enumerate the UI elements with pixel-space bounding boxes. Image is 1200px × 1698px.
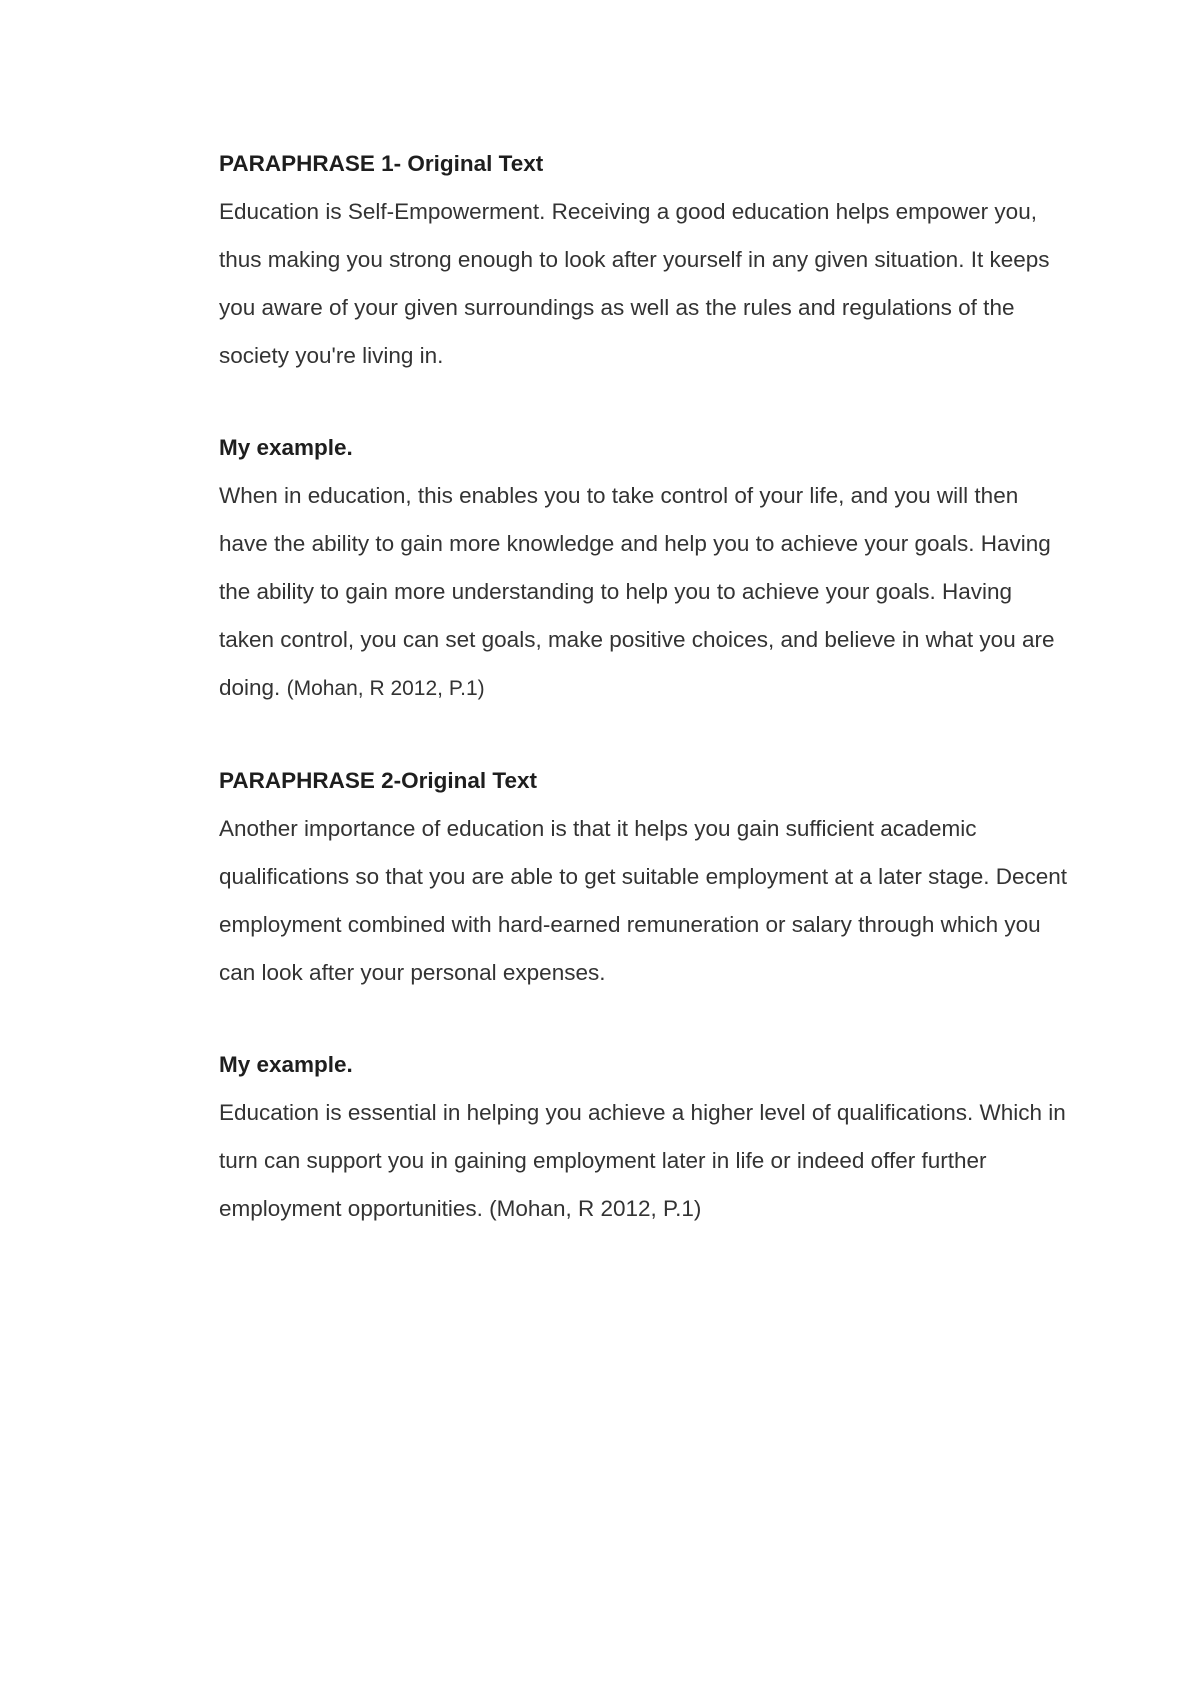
section1-example-paragraph [219, 472, 1069, 713]
section1-citation: (Mohan, R 2012, P.1) [286, 677, 485, 700]
section2-example-text: Education is essential in helping you achieve a higher level of qualifications. Which in turn can support you in gaining employment later in life or indeed offer further employment opportunities. [219, 1100, 1066, 1221]
section2-citation: (Mohan, R 2012, P.1) [489, 1196, 702, 1221]
section2-example-heading: My example. [219, 1052, 353, 1077]
section2-heading: PARAPHRASE 2-Original Text [219, 768, 537, 793]
paragraph-spacer [219, 997, 1069, 1041]
section1-example-heading: My example. [219, 435, 353, 460]
section1-heading: PARAPHRASE 1- Original Text [219, 151, 544, 176]
section2-example-paragraph [219, 1089, 1069, 1233]
section2-original-text: Another importance of education is that it helps you gain sufficient academic qualifications so that you are able to get suitable employment at a later stage. Decent employment combined with hard-earned remuneration or salary through which you can look after your personal expenses. [219, 816, 1068, 985]
section1-original-text: Education is Self-Empowerment. Receiving a good education helps empower you, thus making you strong enough to look after yourself in any given situation. It keeps you aware of your given surroundings as well as the rules and regulations of the society you're living in. [219, 199, 1050, 368]
paragraph-spacer [219, 713, 1069, 757]
paragraph-spacer [219, 380, 1069, 424]
section1-example-text: When in education, this enables you to take control of your life, and you will then have the ability to gain more knowledge and help you to achieve your goals. Having the ability to gain more understanding to help you to achieve your goals. Having taken control, you can set goals, make positive choices, and believe in what you are doing. [219, 483, 1055, 700]
document-body [219, 140, 1069, 1233]
